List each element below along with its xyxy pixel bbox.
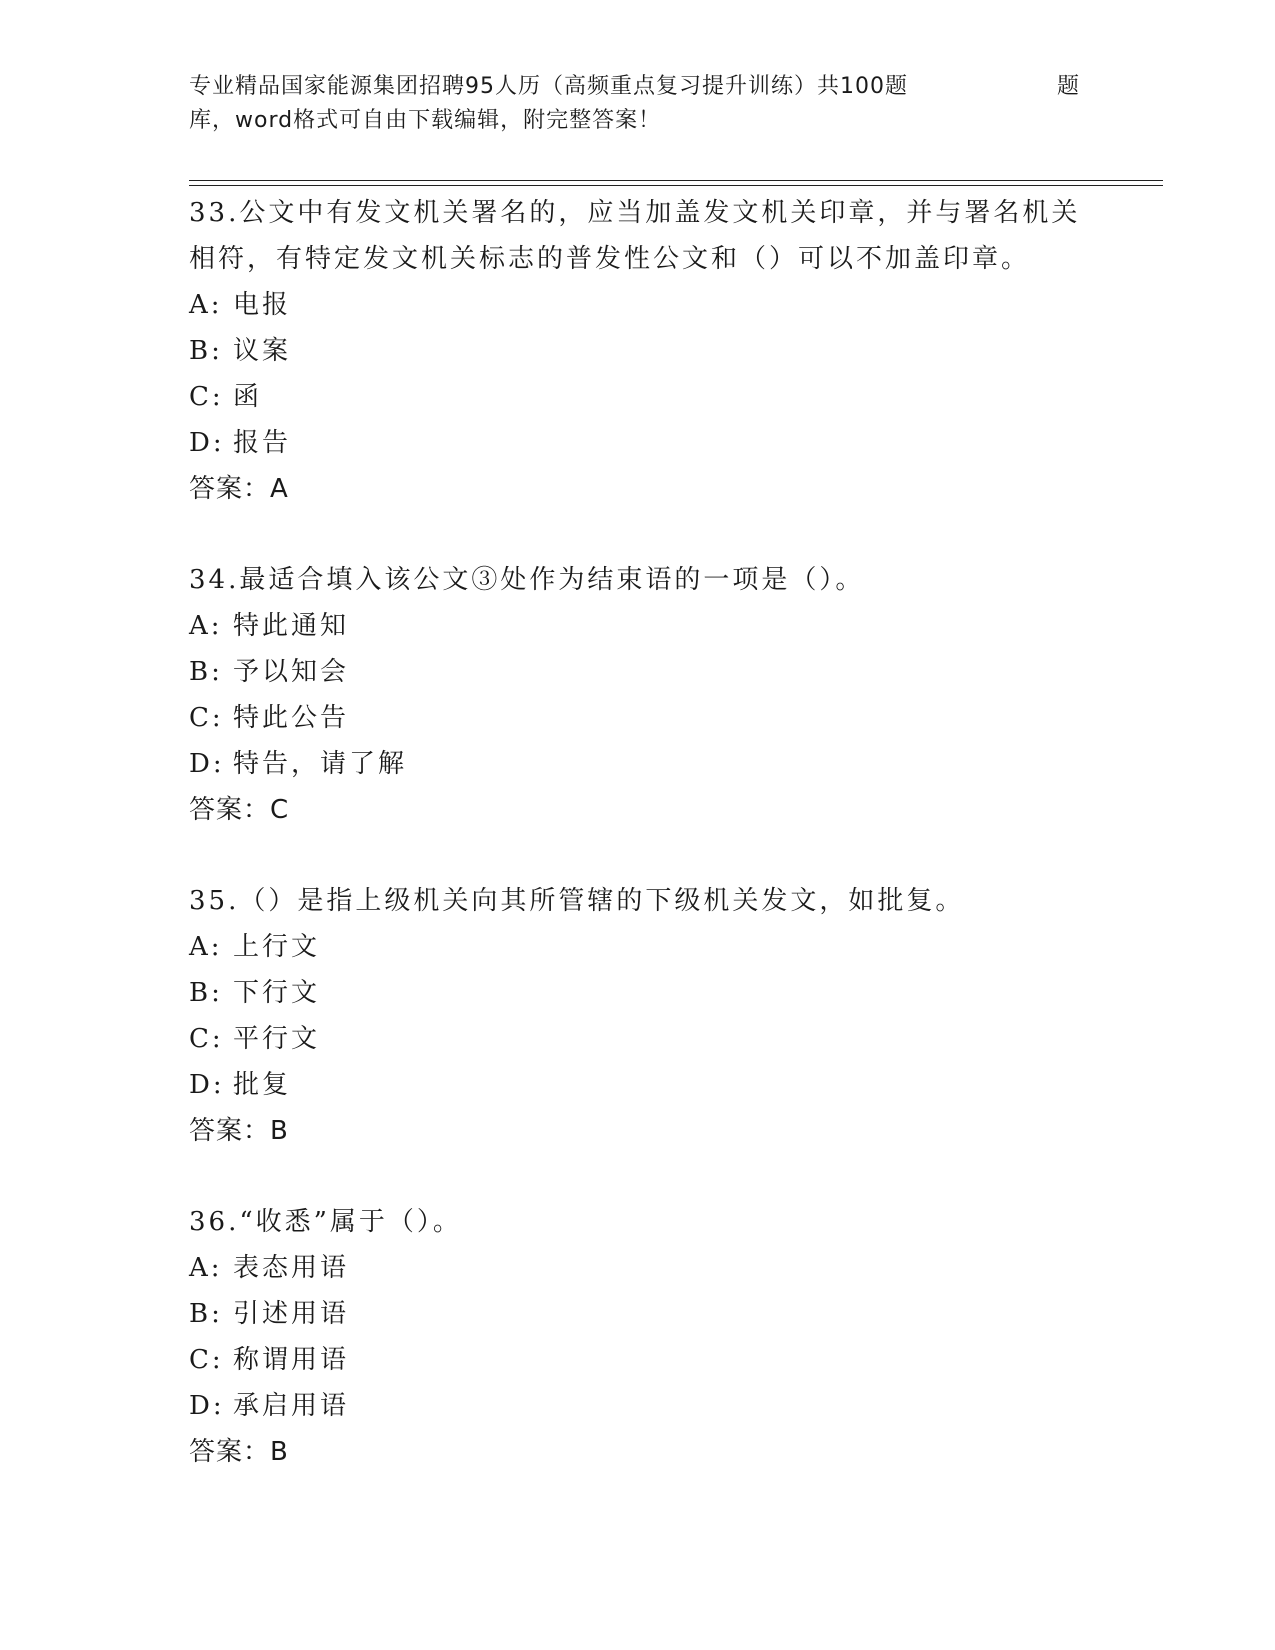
option-letter: C:	[189, 382, 224, 412]
question-list	[189, 190, 1089, 1520]
option-text: 引述用语	[233, 1299, 350, 1329]
option-a	[189, 1245, 1089, 1291]
option-letter: B:	[189, 978, 223, 1008]
option-letter: A:	[189, 290, 223, 320]
option-a	[189, 924, 1089, 970]
option-text: 平行文	[233, 1024, 321, 1054]
option-b	[189, 970, 1089, 1016]
option-letter: C:	[189, 703, 224, 733]
option-text: 表态用语	[233, 1253, 350, 1283]
question-stem: 35.（）是指上级机关向其所管辖的下级机关发文，如批复。	[189, 886, 965, 916]
header-line-2: 库，word格式可自由下载编辑，附完整答案！	[189, 108, 662, 133]
option-text: 特此通知	[233, 611, 350, 641]
option-letter: B:	[189, 657, 223, 687]
option-b	[189, 649, 1089, 695]
option-text: 批复	[233, 1070, 292, 1100]
question-stem: 34.最适合填入该公文③处作为结束语的一项是（）。	[189, 565, 865, 595]
option-text: 特此公告	[233, 703, 350, 733]
question-stem: 33.公文中有发文机关署名的，应当加盖发文机关印章，并与署名机关相符，有特定发文机关标志的普发性公文和（）可以不加盖印章。	[189, 198, 1081, 274]
option-letter: A:	[189, 1253, 223, 1283]
option-letter: B:	[189, 1299, 223, 1329]
option-c	[189, 1337, 1089, 1383]
header-divider-top	[189, 180, 1163, 181]
option-b	[189, 1291, 1089, 1337]
option-letter: A:	[189, 932, 223, 962]
header-line-1: 专业精品国家能源集团招聘95人历（高频重点复习提升训练）共100题	[189, 74, 908, 99]
option-d	[189, 1062, 1089, 1108]
answer-line: 答案：A	[189, 474, 289, 504]
option-letter: D:	[189, 1391, 225, 1421]
question-33	[189, 190, 1089, 512]
option-text: 予以知会	[233, 657, 350, 687]
answer-line: 答案：B	[189, 1437, 289, 1467]
option-letter: D:	[189, 749, 225, 779]
question-35	[189, 878, 1089, 1154]
option-letter: D:	[189, 1070, 225, 1100]
option-letter: A:	[189, 611, 223, 641]
option-text: 报告	[233, 428, 292, 458]
option-c	[189, 374, 1089, 420]
question-34	[189, 557, 1089, 833]
option-d	[189, 420, 1089, 466]
option-letter: C:	[189, 1345, 224, 1375]
question-stem: 36.“收悉”属于（）。	[189, 1207, 462, 1237]
option-text: 下行文	[233, 978, 321, 1008]
option-a	[189, 603, 1089, 649]
option-text: 电报	[233, 290, 292, 320]
question-36	[189, 1199, 1089, 1475]
option-text: 特告，请了解	[233, 749, 408, 779]
option-b	[189, 328, 1089, 374]
option-a	[189, 282, 1089, 328]
header-line-1-tail: 题	[1057, 74, 1081, 99]
document-header	[189, 70, 1089, 138]
option-d	[189, 741, 1089, 787]
option-text: 议案	[233, 336, 292, 366]
option-letter: D:	[189, 428, 225, 458]
answer-line: 答案：B	[189, 1116, 289, 1146]
option-text: 称谓用语	[233, 1345, 350, 1375]
option-c	[189, 1016, 1089, 1062]
option-text: 上行文	[233, 932, 321, 962]
option-text: 承启用语	[233, 1391, 350, 1421]
option-text: 函	[233, 382, 263, 412]
option-c	[189, 695, 1089, 741]
header-divider-bottom	[189, 185, 1163, 186]
option-letter: C:	[189, 1024, 224, 1054]
option-letter: B:	[189, 336, 223, 366]
answer-line: 答案：C	[189, 795, 290, 825]
option-d	[189, 1383, 1089, 1429]
